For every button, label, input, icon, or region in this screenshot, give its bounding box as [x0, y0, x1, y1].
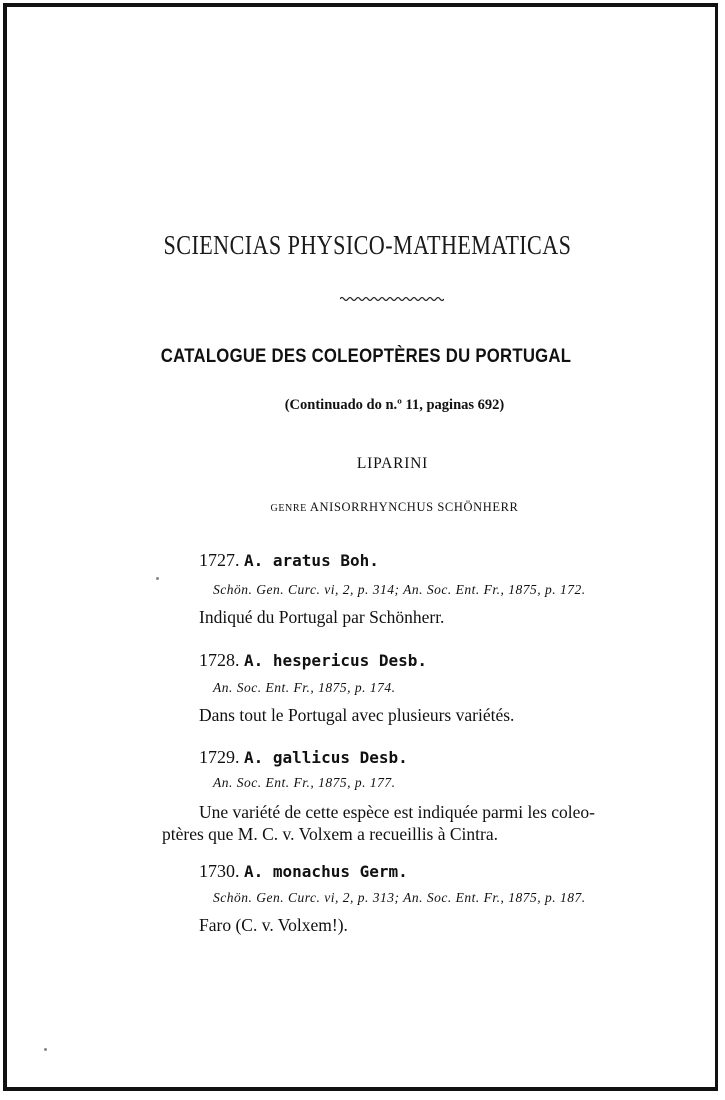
- entry-reference: Schön. Gen. Curc. vi, 2, p. 313; An. Soc. Ent. Fr., 1875, p. 187.: [213, 890, 586, 905]
- entry-note: [162, 801, 632, 845]
- entry-note-line: Une variété de cette espèce est indiquée parmi les coleo-: [199, 802, 595, 822]
- stray-mark: [156, 577, 159, 580]
- tribe-heading: LIPARINI: [356, 455, 429, 472]
- species-name: A. aratus Boh.: [244, 551, 379, 570]
- entry-heading: [199, 861, 408, 882]
- entry-number: 1728.: [199, 650, 240, 670]
- entry-reference: Schön. Gen. Curc. vi, 2, p. 314; An. Soc. Ent. Fr., 1875, p. 172.: [213, 582, 586, 597]
- species-name: A. monachus Germ.: [244, 862, 408, 881]
- section-title: SCIENCIAS PHYSICO-MATHEMATICAS: [163, 230, 572, 260]
- entry-reference: An. Soc. Ent. Fr., 1875, p. 177.: [213, 775, 396, 790]
- entry-heading: [199, 747, 408, 768]
- entry-note: Faro (C. v. Volxem!).: [199, 915, 348, 935]
- wavy-rule-ornament: [340, 296, 444, 302]
- continuation-note: (Continuado do n.º 11, paginas 692): [284, 397, 505, 413]
- catalogue-title: CATALOGUE DES COLEOPTÈRES DU PORTUGAL: [160, 346, 572, 367]
- entry-heading: [199, 550, 379, 571]
- species-name: A. gallicus Desb.: [244, 748, 408, 767]
- genre-name: ANISORRHYNCHUS SCHÖNHERR: [309, 500, 519, 514]
- genre-label: GENRE: [270, 503, 307, 514]
- genre-heading: [32, 500, 725, 515]
- entry-note: Dans tout le Portugal avec plusieurs variétés.: [199, 705, 515, 725]
- entry-number: 1727.: [199, 550, 240, 570]
- page-border: [3, 3, 718, 1091]
- stray-mark: [44, 1048, 47, 1051]
- entry-heading: [199, 650, 427, 671]
- entry-number: 1730.: [199, 861, 240, 881]
- entry-reference: An. Soc. Ent. Fr., 1875, p. 174.: [213, 680, 396, 695]
- entry-note: Indiqué du Portugal par Schönherr.: [199, 607, 445, 627]
- entry-number: 1729.: [199, 747, 240, 767]
- entry-note-line: ptères que M. C. v. Volxem a recueillis à Cintra.: [162, 824, 498, 844]
- species-name: A. hespericus Desb.: [244, 651, 428, 670]
